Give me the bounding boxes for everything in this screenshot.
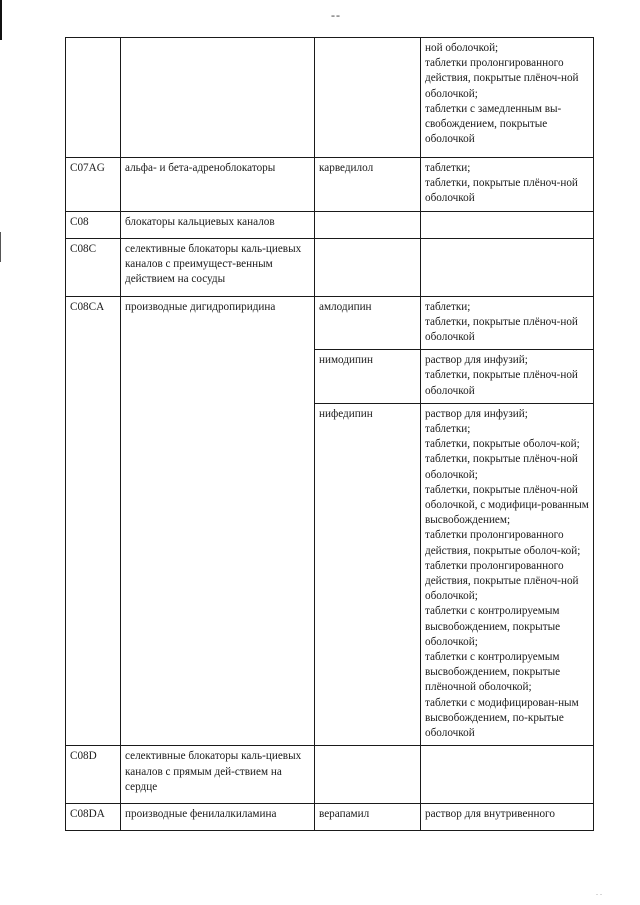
table-row xyxy=(66,38,594,158)
group-cell: селективные блокаторы каль-циевых каналов с преимущест-венным действием на сосуды xyxy=(121,238,315,296)
dosage-form: таблетки, покрытые плёноч-ной оболочкой xyxy=(425,177,578,205)
group-cell: блокаторы кальциевых каналов xyxy=(121,211,315,238)
atc-code-cell: C08D xyxy=(66,746,121,804)
dosage-forms-cell xyxy=(421,296,594,350)
dosage-form: раствор для инфузий; xyxy=(425,407,528,420)
page-number-mark: -- xyxy=(331,8,341,22)
drug-name-cell xyxy=(315,211,421,238)
scan-edge-mark-lower xyxy=(0,232,1,262)
dosage-form: таблетки, покрытые плёноч-ной оболочкой xyxy=(425,369,578,397)
drug-name-cell xyxy=(315,38,421,158)
table-row xyxy=(66,296,594,350)
table-row xyxy=(66,238,594,296)
dosage-form: таблетки с контролируемым высвобождением, покрытые оболочкой; xyxy=(425,605,561,648)
dosage-forms-cell xyxy=(421,158,594,212)
dosage-form: таблетки, покрытые плёноч-ной оболочкой, с модифици-рованным высвобождением; xyxy=(425,483,589,527)
drug-name-cell xyxy=(315,746,421,804)
dosage-form: раствор для внутривенного xyxy=(425,808,555,821)
dosage-form: таблетки пролонгированного действия, покрытые плёноч-ной оболочкой; xyxy=(425,57,579,100)
dosage-form: таблетки с контролируемым высвобождением, покрытые плёночной оболочкой; xyxy=(425,651,561,694)
group-cell: альфа- и бета-адреноблокаторы xyxy=(121,158,315,212)
atc-code-cell: C08 xyxy=(66,211,121,238)
dosage-form: раствор для инфузий; xyxy=(425,354,528,367)
group-cell xyxy=(121,38,315,158)
atc-code-cell: C08CA xyxy=(66,296,121,746)
table-row xyxy=(66,211,594,238)
dosage-form: таблетки, покрытые плёноч-ной оболочкой xyxy=(425,315,578,344)
atc-code-cell: C08C xyxy=(66,238,121,296)
dosage-form: таблетки, покрытые плёноч-ной оболочкой; xyxy=(425,453,578,481)
atc-code-cell: C08DA xyxy=(66,804,121,831)
dosage-form: таблетки; xyxy=(425,300,471,313)
drug-name-cell: нифедипин xyxy=(315,403,421,745)
group-cell: селективные блокаторы каль-циевых каналов с прямым дей-ствием на сердце xyxy=(121,746,315,804)
drug-name-cell xyxy=(315,238,421,296)
table-row xyxy=(66,804,594,831)
dosage-form: таблетки; xyxy=(425,162,471,174)
drug-name-cell: амлодипин xyxy=(315,296,421,350)
group-cell: производные фенилалкиламина xyxy=(121,804,315,831)
dosage-forms-cell xyxy=(421,804,594,831)
atc-code-cell: C07AG xyxy=(66,158,121,212)
dosage-form: таблетки пролонгированного действия, покрытые плёноч-ной оболочкой; xyxy=(425,559,579,603)
dosage-form: ной оболочкой; xyxy=(425,42,499,54)
table-row xyxy=(66,746,594,804)
dosage-forms-cell xyxy=(421,403,594,745)
table-row xyxy=(66,158,594,212)
dosage-forms-cell xyxy=(421,38,594,158)
drug-classification-table xyxy=(65,37,594,831)
corner-scan-mark: . . xyxy=(596,888,602,897)
atc-code-cell xyxy=(66,38,121,158)
dosage-forms-cell xyxy=(421,238,594,296)
dosage-forms-cell xyxy=(421,350,594,404)
dosage-form: таблетки с замедленным вы-свобождением, покрытые оболочкой xyxy=(425,102,562,146)
scan-edge-mark xyxy=(0,0,2,40)
dosage-forms-cell xyxy=(421,211,594,238)
dosage-form: таблетки, покрытые оболоч-кой; xyxy=(425,438,580,451)
drug-name-cell: верапамил xyxy=(315,804,421,831)
group-cell: производные дигидропиридина xyxy=(121,296,315,746)
dosage-forms-cell xyxy=(421,746,594,804)
dosage-form: таблетки пролонгированного действия, покрытые оболоч-кой; xyxy=(425,529,581,557)
dosage-form: таблетки; xyxy=(425,423,471,436)
drug-name-cell: нимодипин xyxy=(315,350,421,404)
dosage-form: таблетки с модифицирован-ным высвобождением, по-крытые оболочкой xyxy=(425,696,579,740)
drug-name-cell: карведилол xyxy=(315,158,421,212)
